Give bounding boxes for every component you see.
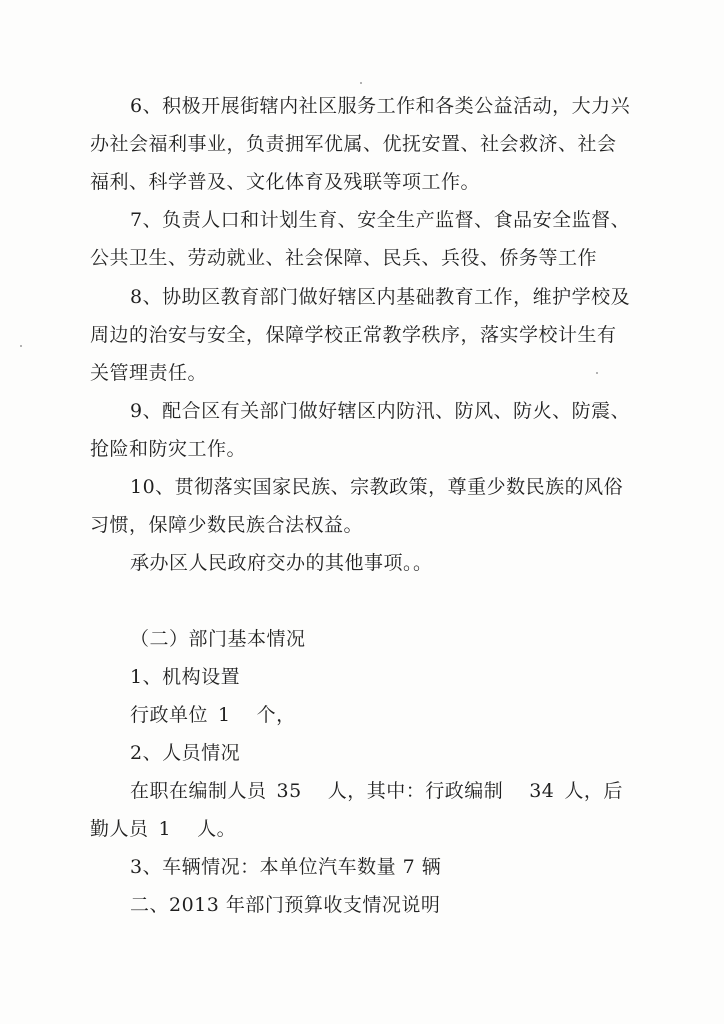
next-section-heading: 二、2013 年部门预算收支情况说明: [130, 894, 441, 916]
text-line: 6、积极开展街辖内社区服务工作和各类公益活动，大力兴: [130, 95, 631, 117]
text-line: 8、协助区教育部门做好辖区内基础教育工作，维护学校及: [130, 286, 631, 308]
vehicles-line: 3、车辆情况：本单位汽车数量 7 辆: [130, 856, 442, 878]
staff-total: 35: [276, 780, 302, 802]
org-units-line: [130, 703, 296, 727]
org-units-unit: 个，: [256, 704, 296, 726]
org-heading: 1、机构设置: [130, 666, 241, 688]
staff-label: 在职在编制人员: [130, 780, 267, 802]
org-units-label: 行政单位: [130, 704, 209, 726]
scan-speck: [20, 345, 22, 347]
scan-speck: [596, 372, 598, 374]
org-units-count: 1: [218, 704, 231, 726]
text-line: 承办区人民政府交办的其他事项。。: [130, 552, 433, 574]
text-line: 办社会福利事业，负责拥军优属、优抚安置、社会救济、社会: [90, 133, 617, 155]
text-line: 抢险和防灾工作。: [90, 438, 247, 460]
staff-line-2: [90, 817, 236, 841]
text-line: 公共卫生、劳动就业、社会保障、民兵、兵役、侨务等工作: [90, 247, 598, 269]
section-heading: （二）部门基本情况: [130, 628, 306, 650]
text-line: 9、配合区有关部门做好辖区内防汛、防风、防火、防震、: [130, 400, 631, 422]
staff-heading: 2、人员情况: [130, 742, 241, 764]
scan-speck: [360, 82, 362, 84]
logistics-count: 1: [158, 818, 172, 840]
text-line: 关管理责任。: [90, 362, 208, 384]
staff-tail: 人，后: [564, 780, 623, 802]
text-line: 7、负责人口和计划生育、安全生产监督、食品安全监督、: [130, 209, 631, 231]
logistics-tail: 人。: [197, 818, 237, 840]
text-line: 10、贯彻落实国家民族、宗教政策，尊重少数民族的风俗: [130, 476, 624, 498]
text-line: 习惯，保障少数民族合法权益。: [90, 514, 364, 536]
text-line: 周边的治安与安全，保障学校正常教学秩序，落实学校计生有: [90, 324, 617, 346]
staff-mid: 人，其中：行政编制: [327, 780, 504, 802]
logistics-label: 勤人员: [90, 818, 149, 840]
staff-admin: 34: [529, 780, 555, 802]
staff-line: [130, 779, 623, 803]
text-line: 福利、科学普及、文化体育及残联等项工作。: [90, 171, 481, 193]
